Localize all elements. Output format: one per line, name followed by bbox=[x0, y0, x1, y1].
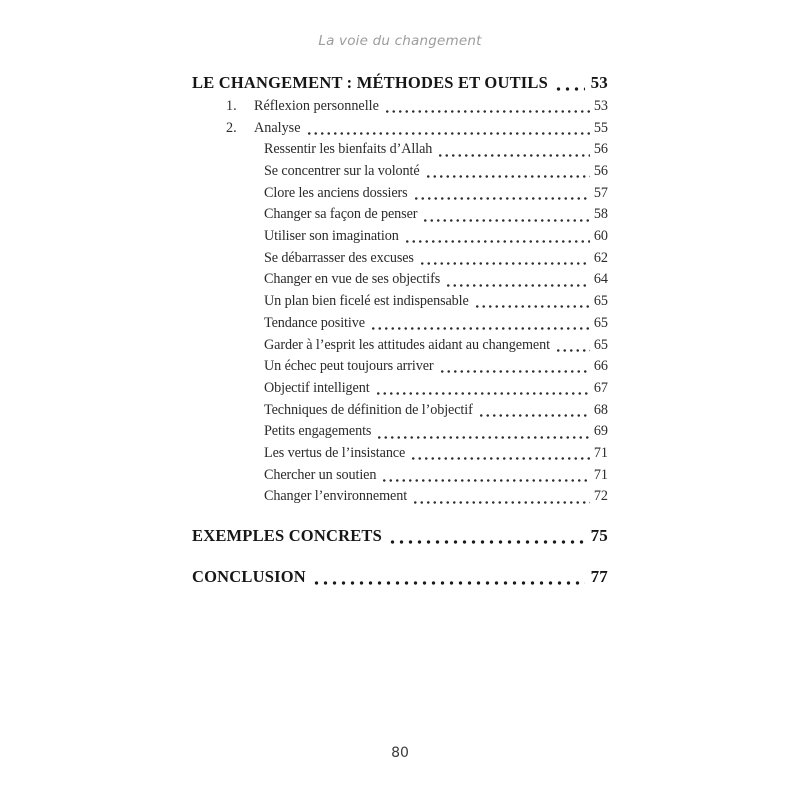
toc-page-number: 65 bbox=[593, 336, 608, 353]
toc-entry-label: Changer l’environnement bbox=[264, 488, 408, 505]
toc-entry-row bbox=[192, 226, 608, 248]
dot-leader bbox=[445, 270, 590, 292]
toc-entry-row bbox=[192, 465, 608, 487]
toc-entry-label: Analyse bbox=[254, 119, 301, 136]
toc-entry-row bbox=[192, 335, 608, 357]
toc-entry-row bbox=[192, 443, 608, 465]
toc-page-number: 67 bbox=[593, 379, 608, 396]
toc-entry-row bbox=[192, 270, 608, 292]
dot-leader bbox=[437, 139, 590, 161]
toc-page-number: 66 bbox=[593, 358, 608, 375]
toc-entry-row bbox=[192, 400, 608, 422]
toc-entry-row bbox=[192, 161, 608, 183]
toc-page-number: 71 bbox=[593, 444, 608, 461]
toc-page-number: 58 bbox=[593, 206, 608, 223]
toc-entry-row bbox=[192, 486, 608, 508]
toc-entry-row bbox=[192, 118, 608, 140]
toc-page-number: 75 bbox=[590, 526, 608, 546]
toc-entry-label: Changer en vue de ses objectifs bbox=[264, 271, 441, 288]
dot-leader bbox=[306, 118, 590, 140]
toc-entry-label: Objectif intelligent bbox=[264, 379, 370, 396]
toc-entry-label: Clore les anciens dossiers bbox=[264, 184, 408, 201]
toc-entry-row bbox=[192, 248, 608, 270]
toc-entry-label: Utiliser son imagination bbox=[264, 228, 399, 245]
toc-entry-row bbox=[192, 378, 608, 400]
dot-leader bbox=[312, 564, 585, 590]
toc-entry-label: Garder à l’esprit les attitudes aidant au changement bbox=[264, 336, 550, 353]
toc-entry-row bbox=[192, 204, 608, 226]
toc-entry-row bbox=[192, 356, 608, 378]
toc-page-number: 62 bbox=[593, 249, 608, 266]
dot-leader bbox=[404, 226, 590, 248]
page-number: 80 bbox=[391, 745, 409, 761]
dot-leader bbox=[375, 378, 590, 400]
dot-leader bbox=[412, 486, 590, 508]
toc-entry-row bbox=[192, 291, 608, 313]
toc-page-number: 71 bbox=[593, 466, 608, 483]
dot-leader bbox=[425, 161, 590, 183]
dot-leader bbox=[376, 421, 589, 443]
toc-entry-label: Réflexion personnelle bbox=[254, 97, 379, 114]
dot-leader bbox=[419, 248, 590, 270]
toc-page-number: 57 bbox=[593, 184, 608, 201]
toc-entry-label: Un échec peut toujours arriver bbox=[264, 358, 434, 375]
toc-entry-label: Ressentir les bienfaits d’Allah bbox=[264, 141, 433, 158]
dot-leader bbox=[410, 443, 590, 465]
toc-entry-label: Se concentrer sur la volonté bbox=[264, 163, 420, 180]
toc-entry-row bbox=[192, 96, 608, 118]
dot-leader bbox=[422, 204, 589, 226]
toc-page-number: 68 bbox=[593, 401, 608, 418]
dot-leader bbox=[478, 400, 590, 422]
toc-entry-label: Chercher un soutien bbox=[264, 466, 377, 483]
toc-page-number: 65 bbox=[593, 314, 608, 331]
toc-page-number: 56 bbox=[593, 141, 608, 158]
toc-entry-label: Techniques de définition de l’objectif bbox=[264, 401, 473, 418]
toc-page-number: 53 bbox=[593, 97, 608, 114]
toc-entry-row bbox=[192, 421, 608, 443]
toc-heading-label: EXEMPLES CONCRETS bbox=[192, 526, 382, 546]
toc-heading-row bbox=[192, 523, 608, 549]
toc-entry-row bbox=[192, 313, 608, 335]
toc-entry-row bbox=[192, 139, 608, 161]
toc-page-number: 69 bbox=[593, 423, 608, 440]
running-header: La voie du changement bbox=[318, 33, 482, 49]
table-of-contents bbox=[192, 70, 608, 590]
toc-page-number: 65 bbox=[593, 293, 608, 310]
toc-heading-row bbox=[192, 70, 608, 96]
dot-leader bbox=[474, 291, 590, 313]
toc-page-number: 77 bbox=[590, 567, 608, 587]
toc-entry-number: 2. bbox=[226, 119, 237, 136]
toc-heading-label: CONCLUSION bbox=[192, 567, 306, 587]
dot-leader bbox=[388, 523, 585, 549]
toc-page-number: 72 bbox=[593, 488, 608, 505]
toc-page-number: 60 bbox=[593, 228, 608, 245]
dot-leader bbox=[384, 96, 590, 118]
toc-entry-number: 1. bbox=[226, 97, 237, 114]
toc-page-number: 55 bbox=[593, 119, 608, 136]
toc-entry-row bbox=[192, 183, 608, 205]
toc-heading-row bbox=[192, 564, 608, 590]
toc-page-number: 53 bbox=[590, 73, 608, 92]
dot-leader bbox=[439, 356, 590, 378]
toc-page-number: 56 bbox=[593, 163, 608, 180]
toc-heading-label: LE CHANGEMENT : MÉTHODES ET OUTILS bbox=[192, 73, 548, 92]
dot-leader bbox=[370, 313, 590, 335]
dot-leader bbox=[381, 465, 589, 487]
dot-leader bbox=[555, 335, 590, 357]
dot-leader bbox=[554, 70, 585, 96]
toc-entry-label: Les vertus de l’insistance bbox=[264, 444, 406, 461]
toc-page-number: 64 bbox=[593, 271, 608, 288]
toc-entry-label: Se débarrasser des excuses bbox=[264, 249, 414, 266]
toc-entry-label: Petits engagements bbox=[264, 423, 372, 440]
toc-entry-label: Changer sa façon de penser bbox=[264, 206, 418, 223]
toc-entry-label: Un plan bien ficelé est indispensable bbox=[264, 293, 469, 310]
toc-entry-label: Tendance positive bbox=[264, 314, 365, 331]
dot-leader bbox=[413, 183, 590, 205]
